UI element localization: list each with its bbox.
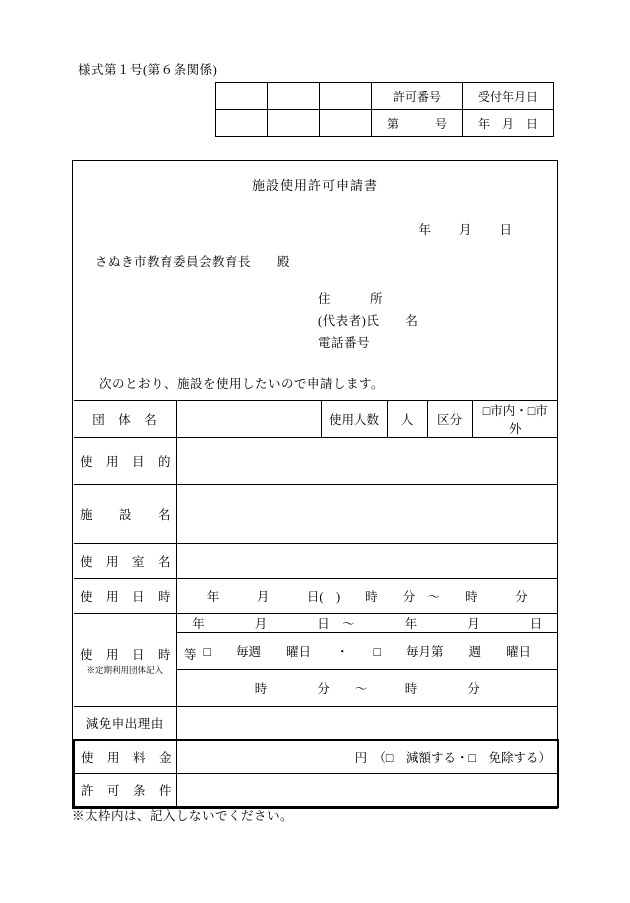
value-group-name[interactable] [176, 401, 321, 438]
value-period-line3[interactable]: 時 分 〜 時 分 [176, 670, 558, 707]
receipt-cell-blank-3[interactable] [320, 83, 372, 110]
value-user-count[interactable]: 人 [387, 401, 427, 438]
row-group-name [74, 401, 558, 438]
receipt-cell-blank-1[interactable] [216, 83, 268, 110]
application-grid [73, 400, 559, 808]
receipt-header-receive-date: 受付年月日 [463, 83, 554, 110]
label-group-name: 団 体 名 [74, 401, 176, 438]
application-date[interactable]: 年 月 日 [418, 223, 513, 237]
label-facility: 施 設 名 [74, 485, 176, 544]
label-period-note: ※定期利用団体記入 [86, 664, 163, 675]
value-usage-fee[interactable]: 円 （□ 減額する・□ 免除する） [176, 740, 558, 774]
label-reduction: 減免申出理由 [74, 707, 176, 741]
row-period-1 [74, 614, 558, 633]
receipt-value-receive-date[interactable]: 年 月 日 [463, 110, 554, 137]
row-reduction [74, 707, 558, 741]
receipt-value-blank-2[interactable] [268, 110, 320, 137]
receipt-value-blank-1[interactable] [216, 110, 268, 137]
value-permit-condition[interactable] [176, 774, 558, 808]
label-permit-condition: 許 可 条 件 [74, 774, 176, 808]
value-room[interactable] [176, 544, 558, 579]
addressee: さぬき市教育委員会教育長 殿 [95, 255, 291, 269]
value-district[interactable]: □市内・□市外 [472, 401, 558, 438]
label-usage-fee: 使 用 料 金 [74, 740, 176, 774]
applicant-phone-label[interactable]: 電話番号 [318, 336, 371, 350]
applicant-name-label[interactable]: (代表者)氏 名 [318, 314, 419, 328]
row-facility [74, 485, 558, 544]
label-district: 区分 [427, 401, 472, 438]
value-datetime[interactable]: 年 月 日( ) 時 分 〜 時 分 [176, 579, 558, 614]
receipt-value-row [216, 110, 554, 137]
footnote: ※太枠内は、記入しないでください。 [72, 809, 294, 823]
value-period-line2[interactable]: □ 毎週 曜日 ・ □ 毎月第 週 曜日 [176, 633, 558, 670]
value-facility[interactable] [176, 485, 558, 544]
value-reduction[interactable] [176, 707, 558, 741]
form-title: 施設使用許可申請書 [251, 178, 378, 193]
receipt-table [215, 82, 554, 137]
receipt-header-row [216, 83, 554, 110]
application-form-box [72, 160, 558, 809]
row-purpose [74, 438, 558, 485]
label-period [74, 614, 198, 707]
row-usage-fee [74, 740, 558, 774]
label-period-main: 使 用 日 時 等 [80, 647, 198, 662]
value-purpose[interactable] [176, 438, 558, 485]
label-user-count: 使用人数 [321, 401, 387, 438]
applicant-block [73, 288, 557, 354]
receipt-header-permit-number: 許可番号 [372, 83, 463, 110]
form-number: 様式第１号(第６条関係) [78, 63, 218, 77]
label-room: 使 用 室 名 [74, 544, 176, 579]
row-room [74, 544, 558, 579]
receipt-value-permit-number[interactable]: 第 号 [372, 110, 463, 137]
applicant-address-label[interactable]: 住 所 [318, 292, 384, 306]
value-period-line1[interactable]: 年 月 日 〜 年 月 日 [176, 614, 558, 633]
row-datetime [74, 579, 558, 614]
row-permit-condition [74, 774, 558, 808]
lead-text: 次のとおり、施設を使用したいので申請します。 [99, 377, 385, 391]
receipt-value-blank-3[interactable] [320, 110, 372, 137]
label-datetime: 使 用 日 時 [74, 579, 176, 614]
receipt-cell-blank-2[interactable] [268, 83, 320, 110]
label-purpose: 使 用 目 的 [74, 438, 176, 485]
